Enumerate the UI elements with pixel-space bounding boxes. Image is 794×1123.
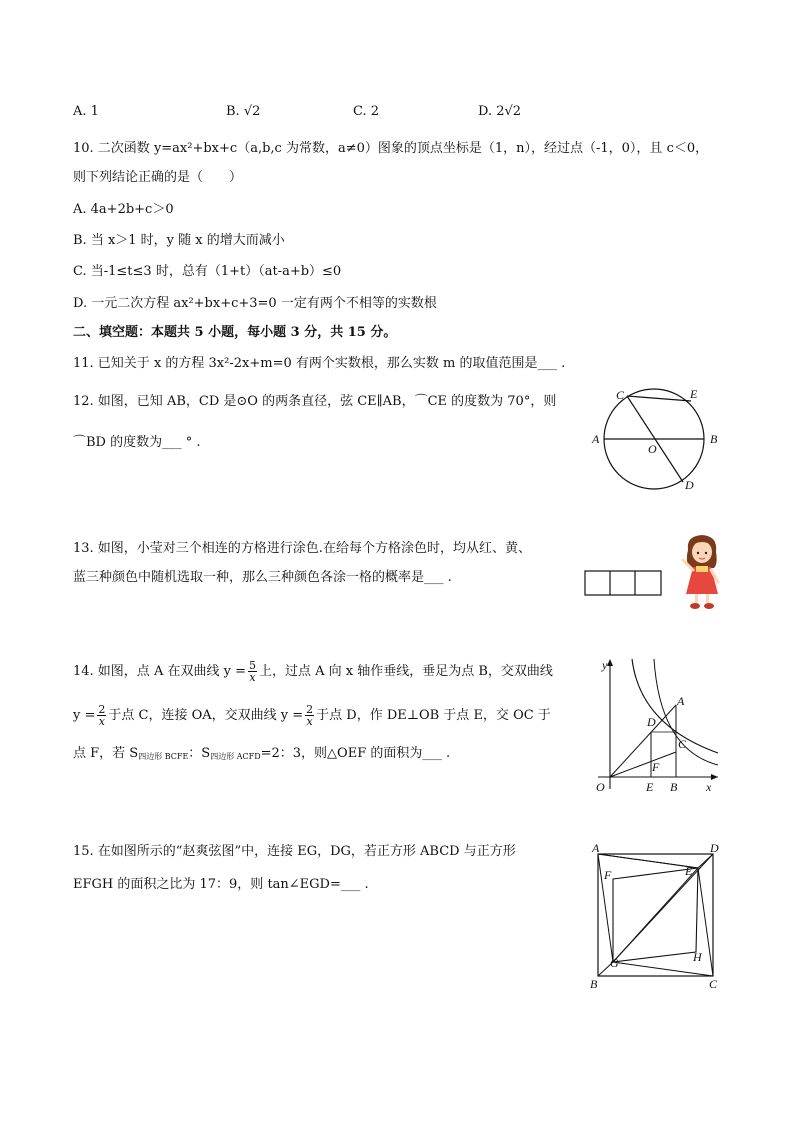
q14-line2-part-a: y = — [73, 708, 96, 723]
label-e: E — [690, 387, 698, 401]
label-d: D — [647, 715, 656, 729]
label-d: D — [710, 841, 719, 855]
label-c: C — [616, 388, 625, 402]
girl-collar — [696, 566, 708, 572]
subscript-bcfe: 四边形 BCFE — [138, 752, 189, 761]
girl-leg-right — [706, 594, 709, 604]
label-a: A — [677, 694, 685, 708]
label-y: y — [602, 658, 608, 672]
label-c: C — [678, 737, 687, 751]
q15-line1: 15. 在如图所示的“赵爽弦图”中，连接 EG，DG，若正方形 ABCD 与正方形 — [73, 844, 516, 859]
label-a: A — [592, 841, 600, 855]
label-b: B — [710, 432, 718, 446]
label-x: x — [706, 780, 712, 794]
q12-line2: ⌒BD 的度数为___ ° . — [73, 435, 201, 450]
q10-stem-line1: 10. 二次函数 y=ax²+bx+c（a,b,c 为常数，a≠0）图象的顶点坐标是（1，n），经过点（-1，0），且 c＜0， — [73, 141, 709, 156]
label-b: B — [670, 780, 678, 794]
three-squares-figure — [584, 570, 664, 597]
label-g: G — [610, 956, 619, 970]
fraction-numerator: 2 — [306, 703, 314, 716]
q12-line1: 12. 如图，已知 AB，CD 是⊙O 的两条直径，弦 CE∥AB，⌒CE 的度数为 70°，则 — [73, 394, 557, 409]
q10-option-a: A. 4a+2b+c＞0 — [73, 202, 174, 217]
girl-leg-left — [695, 594, 698, 604]
segment-oc — [610, 752, 676, 777]
q14-line3 — [73, 742, 450, 762]
q13-line2: 蓝三种颜色中随机选取一种，那么三种颜色各涂一格的概率是___ . — [73, 570, 452, 585]
q14-line1-part-a: 14. 如图，点 A 在双曲线 y = — [73, 664, 246, 679]
q9-option-c: C. 2 — [353, 104, 380, 119]
fraction-denominator: x — [98, 715, 105, 728]
q10-option-d: D. 一元二次方程 ax²+bx+c+3=0 一定有两个不相等的实数根 — [73, 296, 437, 311]
q12-circle-figure — [588, 382, 728, 492]
label-h: H — [693, 950, 702, 964]
q14-hyperbola-figure — [590, 655, 725, 795]
q10-option-b: B. 当 x＞1 时，y 随 x 的增大而减小 — [73, 233, 285, 248]
label-e: E — [646, 780, 654, 794]
segment-ae — [598, 854, 698, 868]
girl-illustration — [678, 532, 726, 612]
label-f: F — [604, 868, 612, 882]
fraction-numerator: 2 — [98, 703, 106, 716]
q14-line2-part-b: 于点 C，连接 OA，交双曲线 y = — [108, 708, 304, 723]
label-f: F — [652, 760, 660, 774]
y-axis-arrow — [607, 659, 613, 666]
label-o: O — [648, 442, 657, 456]
q9-option-a: A. 1 — [73, 104, 99, 119]
fraction-2-over-x — [97, 704, 106, 727]
squares-outline — [585, 571, 661, 595]
girl-eye-left — [697, 552, 699, 554]
q14-line1 — [73, 660, 553, 683]
section-heading-fill-blank: 二、填空题：本题共 5 小题，每小题 3 分，共 15 分。 — [73, 325, 397, 340]
fraction-denominator: x — [306, 715, 313, 728]
segment-dg — [613, 854, 713, 962]
label-c: C — [709, 977, 718, 990]
subscript-acfd: 四边形 ACFD — [210, 752, 261, 761]
q14-line3-part-c: =2：3，则△OEF 的面积为___ . — [260, 746, 451, 761]
zhao-shuang-figure — [586, 840, 726, 990]
girl-shoe-right — [704, 603, 714, 609]
label-e: E — [685, 864, 693, 878]
q14-line2-part-c: 于点 D，作 DE⊥OB 于点 E，交 OC 于 — [316, 708, 551, 723]
q14-line2 — [73, 704, 551, 727]
q11-text: 11. 已知关于 x 的方程 3x²-2x+m=0 有两个实数根，那么实数 m 的取值范围是___ . — [73, 356, 566, 371]
label-b: B — [590, 977, 598, 990]
x-axis-arrow — [711, 774, 718, 780]
label-o: O — [596, 780, 605, 794]
girl-face — [692, 541, 712, 563]
fraction-numerator: 5 — [248, 659, 256, 672]
girl-shoe-left — [690, 603, 700, 609]
fraction-denominator: x — [249, 671, 256, 684]
q9-option-d: D. 2√2 — [478, 104, 522, 119]
girl-eye-right — [705, 552, 707, 554]
fraction-2-over-x — [305, 704, 314, 727]
fraction-5-over-x — [248, 660, 257, 683]
segment-oa — [610, 705, 676, 777]
label-a: A — [592, 432, 600, 446]
q10-stem-line2: 则下列结论正确的是（ ） — [73, 170, 243, 185]
q14-line1-part-b: 上，过点 A 向 x 轴作垂线，垂足为点 B，交双曲线 — [258, 664, 553, 679]
q14-line3-part-a: 点 F，若 S — [73, 746, 139, 761]
label-d: D — [685, 478, 694, 492]
q9-option-b: B. √2 — [226, 104, 261, 119]
q13-line1: 13. 如图，小莹对三个相连的方格进行涂色.在给每个方格涂色时，均从红、黄、 — [73, 541, 531, 556]
q15-line2: EFGH 的面积之比为 17：9，则 tan∠EGD=___ . — [73, 877, 369, 892]
q14-line3-part-b: ：S — [188, 746, 211, 761]
q10-option-c: C. 当-1≤t≤3 时，总有（1+t）（at-a+b）≤0 — [73, 264, 342, 279]
